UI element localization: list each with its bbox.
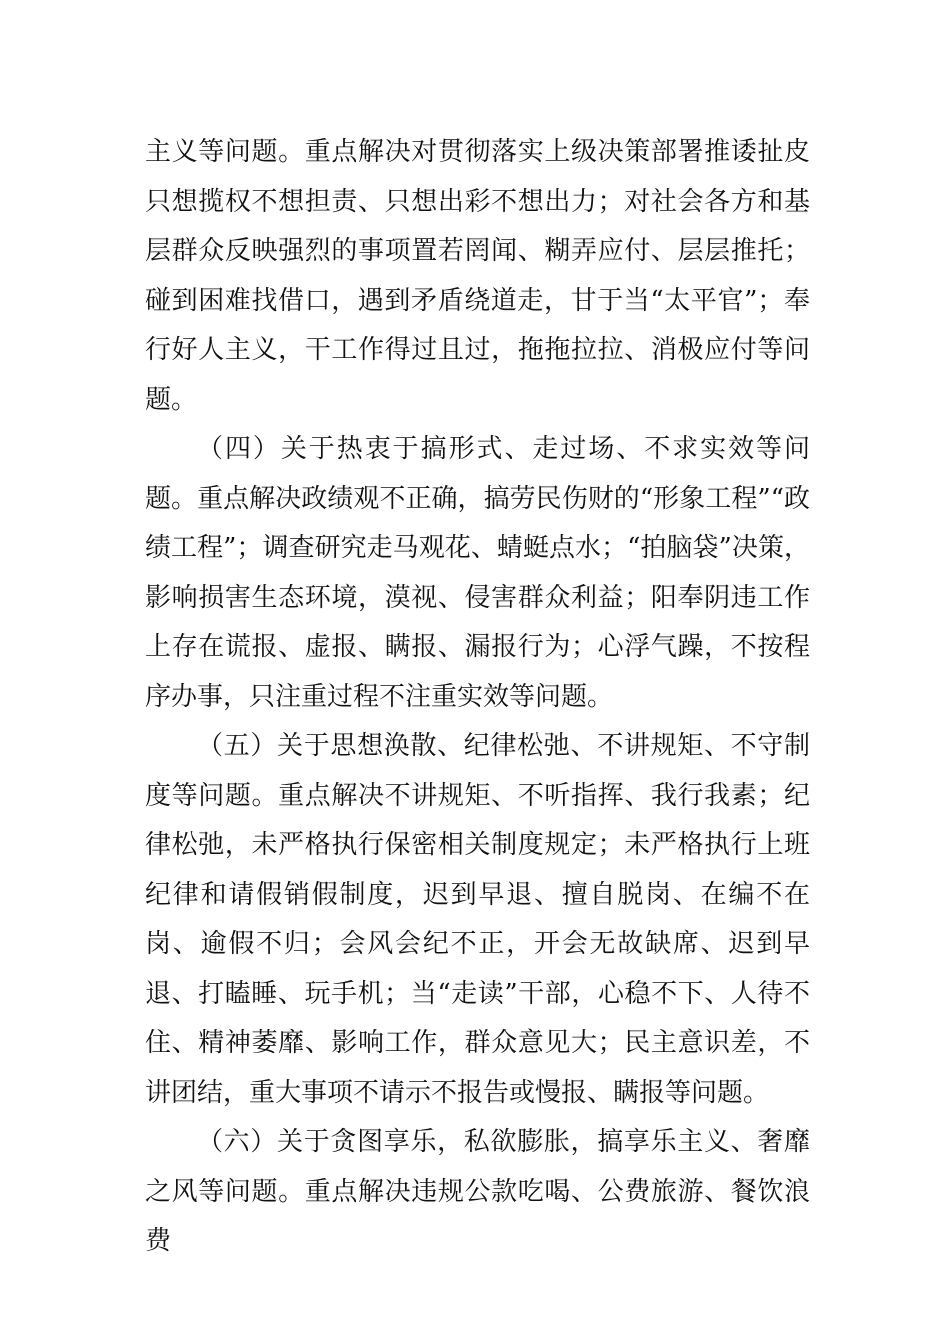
paragraph-1: 主义等问题。重点解决对贯彻落实上级决策部署推诿扯皮只想揽权不想担责、只想出彩不想出力；对社会各方和基层群众反映强烈的事项置若罔闻、糊弄应付、层层推托；碰到困难找借口，遇到矛盾绕道走，甘于当“太平官”；奉行好人主义，干工作得过且过，拖拖拉拉、消极应付等问题。 (145, 137, 810, 415)
paragraph-2: （四）关于热衷于搞形式、走过场、不求实效等问题。重点解决政绩观不正确，搞劳民伤财的“形象工程”“政绩工程”；调查研究走马观花、蜻蜓点水；“拍脑袋”决策，影响损害生态环境，漠视、侵害群众利益；阳奉阴违工作上存在谎报、虚报、瞒报、漏报行为；心浮气躁，不按程序办事，只注重过程不注重实效等问题。 (145, 434, 810, 712)
paragraph-4: （六）关于贪图享乐，私欲膨胀，搞享乐主义、奢靡之风等问题。重点解决违规公款吃喝、公费旅游、餐饮浪费 (145, 1127, 810, 1256)
document-body (145, 128, 810, 1267)
paragraph-3: （五）关于思想涣散、纪律松弛、不讲规矩、不守制度等问题。重点解决不讲规矩、不听指挥、我行我素；纪律松弛，未严格执行保密相关制度规定；未严格执行上班纪律和请假销假制度，迟到早退、擅自脱岗、在编不在岗、逾假不归；会风会纪不正，开会无故缺席、迟到早退、打瞌睡、玩手机；当“走读”干部，心稳不下、人待不住、精神萎靡、影响工作，群众意见大；民主意识差，不讲团结，重大事项不请示不报告或慢报、瞒报等问题。 (145, 731, 810, 1108)
